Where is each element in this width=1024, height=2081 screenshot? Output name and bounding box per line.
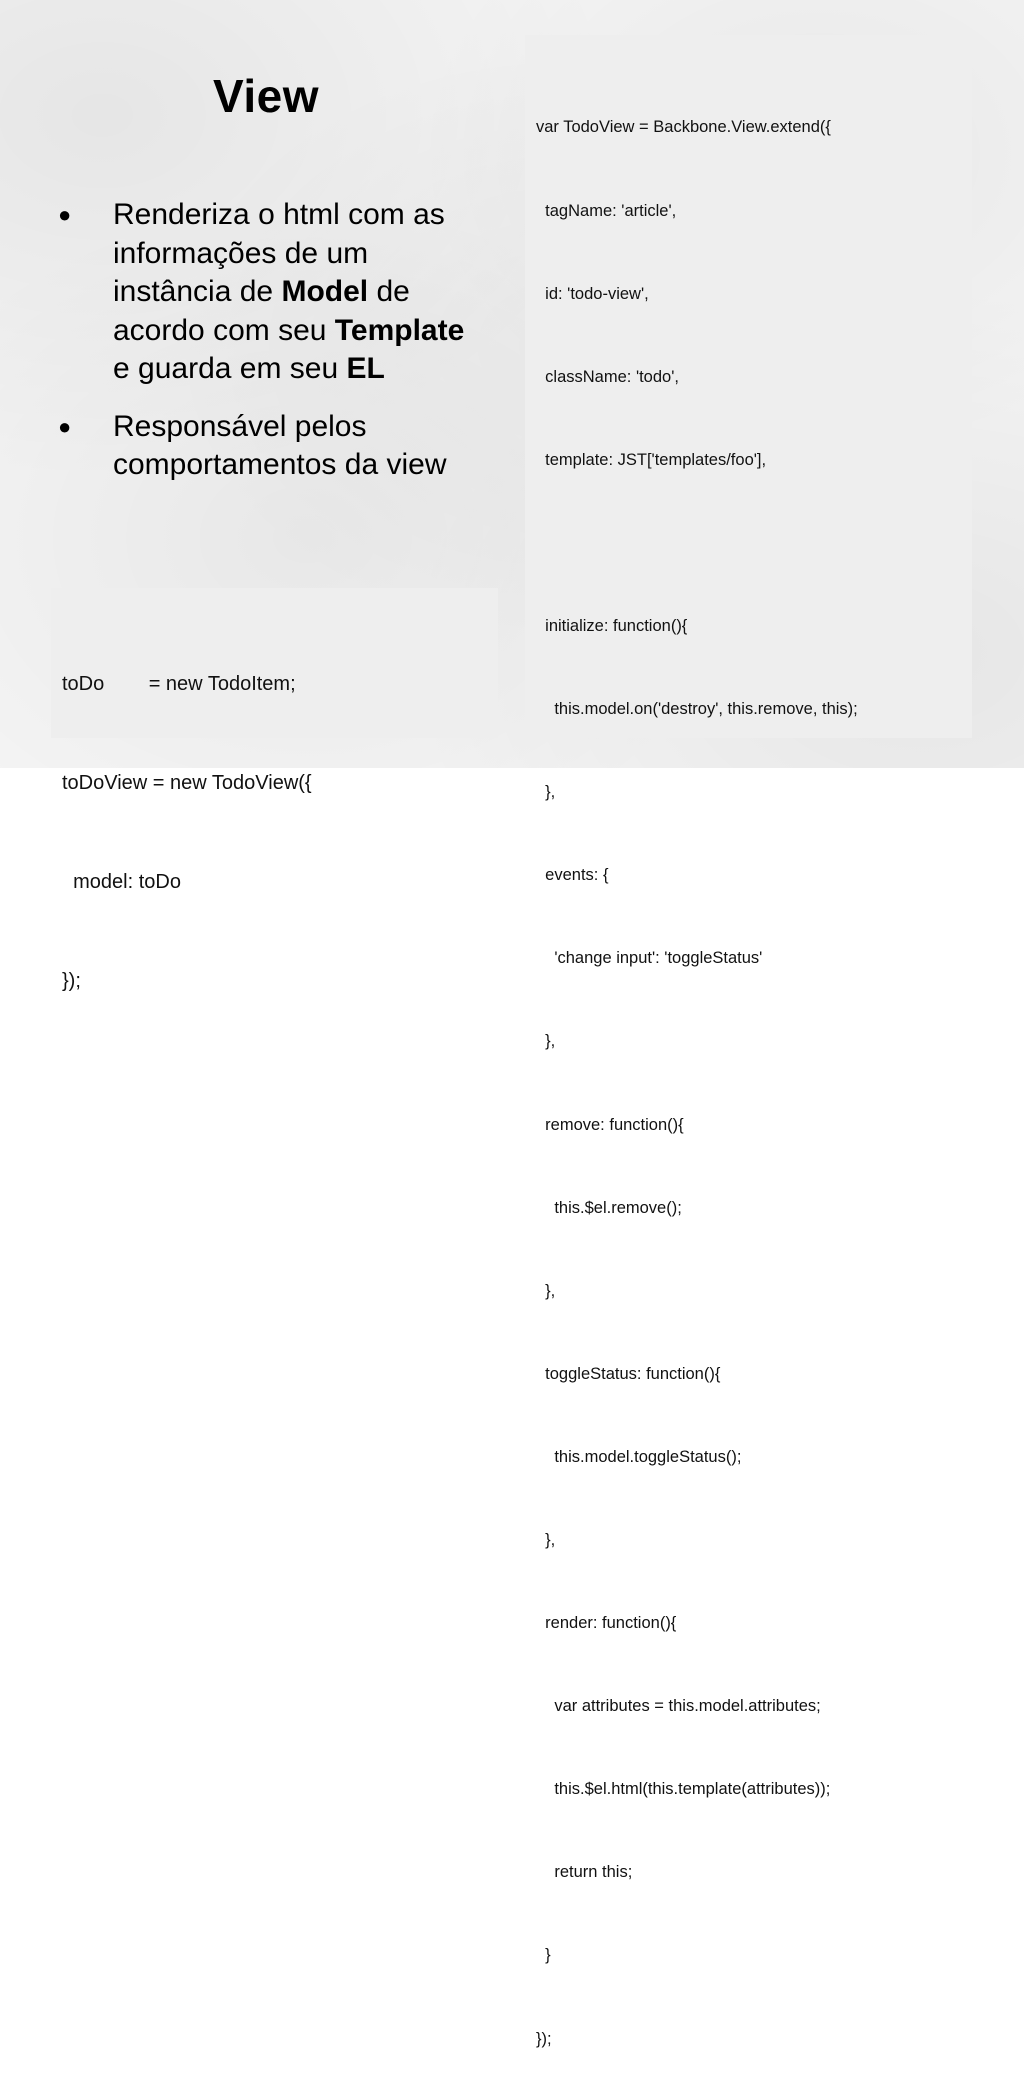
- bullet-dot: ●: [58, 413, 72, 439]
- code-line: className: 'todo',: [536, 367, 679, 386]
- slide-title: View: [213, 70, 319, 122]
- code-line: },: [536, 783, 556, 802]
- code-line: });: [62, 970, 81, 992]
- code-line: events: {: [536, 866, 609, 885]
- code-line: },: [536, 1032, 556, 1051]
- code-line: var attributes = this.model.attributes;: [536, 1697, 821, 1716]
- code-line: return this;: [536, 1863, 633, 1882]
- bullet-dot: ●: [58, 202, 72, 227]
- code-line: 'change input': 'toggleStatus': [536, 949, 763, 968]
- code-line: id: 'todo-view',: [536, 284, 649, 303]
- bullet-text: Responsável pelos comportamentos da view: [113, 409, 447, 481]
- code-line: model: toDo: [62, 871, 181, 893]
- code-line: this.$el.remove();: [536, 1198, 682, 1217]
- code-line: this.$el.html(this.template(attributes));: [536, 1780, 831, 1799]
- view-code-block: [525, 35, 972, 2048]
- code-line: toggleStatus: function(){: [536, 1364, 721, 1383]
- code-line: },: [536, 1531, 556, 1549]
- code-line: this.model.on('destroy', this.remove, this);: [536, 700, 858, 719]
- bullet-text: [113, 198, 464, 385]
- code-line: tagName: 'article',: [536, 201, 677, 220]
- code-line: toDo = new TodoItem;: [62, 673, 296, 695]
- code-line: },: [536, 1281, 556, 1300]
- bullet-text-bold: Template: [334, 313, 465, 347]
- code-line: }: [536, 1946, 551, 1965]
- bullet-list: [58, 196, 478, 504]
- bullet-text-bold: EL: [346, 352, 385, 385]
- bullet-text-part: Renderiza o html com as informações de um instância de: [113, 198, 445, 308]
- bullet-text-bold: Model: [281, 275, 369, 308]
- code-line: toDoView = new TodoView({: [62, 772, 312, 794]
- bullet-text-part: de acordo com seu: [113, 275, 410, 347]
- code-line: [536, 530, 972, 558]
- code-line: });: [536, 2029, 552, 2048]
- code-line: this.model.toggleStatus();: [536, 1447, 742, 1466]
- bullet-item: [58, 408, 478, 485]
- code-line: remove: function(){: [536, 1115, 684, 1134]
- code-line: template: JST['templates/foo'],: [536, 450, 767, 469]
- bullet-item: [58, 196, 478, 389]
- usage-code-block: [51, 588, 498, 992]
- bullet-text-part: e guarda em seu: [113, 352, 347, 385]
- code-line: var TodoView = Backbone.View.extend({: [536, 118, 831, 137]
- code-line: render: function(){: [536, 1614, 677, 1633]
- code-line: initialize: function(){: [536, 616, 688, 635]
